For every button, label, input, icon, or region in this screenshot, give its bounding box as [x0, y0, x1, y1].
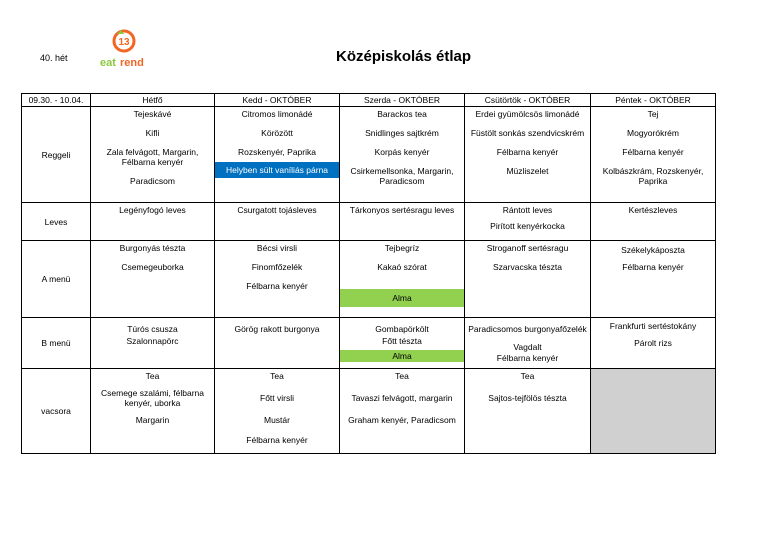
meal-label: vacsora — [22, 369, 91, 454]
date-range: 09.30. - 10.04. — [22, 94, 91, 107]
svg-text:13: 13 — [118, 37, 130, 48]
menu-item: Félbarna kenyér — [622, 147, 684, 157]
day-header: Kedd - OKTÓBER — [215, 94, 340, 107]
menu-item: Szalonnapörc — [126, 336, 179, 346]
menu-item: Frankfurti sertéstokány — [609, 321, 697, 331]
menu-cell — [465, 107, 591, 203]
menu-cell — [465, 318, 591, 369]
menu-item: Korpás kenyér — [374, 147, 430, 157]
empty-cell — [591, 369, 716, 454]
menu-item: Füstölt sonkás szendvicskrém — [470, 128, 585, 138]
menu-cell — [215, 369, 340, 454]
menu-cell — [591, 203, 716, 241]
menu-item: Tej — [647, 109, 659, 119]
menu-cell — [340, 107, 465, 203]
meal-label: A menü — [22, 241, 91, 318]
menu-item: Rozskenyér, Paprika — [238, 147, 316, 157]
menu-item: Legényfogó leves — [119, 205, 186, 215]
svg-text:eat: eat — [100, 57, 116, 69]
menu-item: Vagdalt — [513, 342, 542, 352]
menu-cell — [465, 369, 591, 454]
menu-item: Kifli — [145, 128, 160, 138]
eatrend-logo — [100, 28, 152, 70]
menu-item: Tea — [270, 371, 284, 381]
meal-label: B menü — [22, 318, 91, 369]
menu-item: Müzliszelet — [506, 166, 549, 176]
menu-cell — [215, 318, 340, 369]
menu-item: Finomfőzelék — [251, 262, 303, 272]
menu-item: Mogyorókrém — [627, 128, 679, 138]
menu-item: Erdei gyümölcsös limonádé — [475, 109, 580, 119]
menu-item: Tea — [520, 371, 535, 381]
menu-item: Kertészleves — [628, 205, 678, 215]
menu-item: Tejeskávé — [133, 109, 172, 119]
menu-item: Rántott leves — [502, 205, 553, 215]
menu-item: Csirkemellsonka, Margarin, Paradicsom — [350, 166, 454, 186]
menu-cell — [215, 241, 340, 318]
menu-item: Tárkonyos sertésragu leves — [349, 205, 455, 215]
menu-cell — [340, 203, 465, 241]
menu-item: Félbarna kenyér — [246, 281, 308, 291]
menu-cell — [91, 241, 215, 318]
menu-item: Párolt rizs — [634, 338, 672, 348]
menu-item: Túrós csusza — [127, 324, 178, 334]
menu-item: Görög rakott burgonya — [234, 324, 320, 334]
menu-cell — [340, 369, 465, 454]
menu-item: Félbarna kenyér — [622, 262, 684, 272]
header-row — [22, 94, 716, 107]
menu-item: Gombapörkölt — [375, 324, 429, 334]
menu-cell — [215, 107, 340, 203]
menu-cell — [91, 369, 215, 454]
svg-text:rend: rend — [120, 57, 144, 69]
menu-cell — [465, 241, 591, 318]
menu-item: Burgonyás tészta — [119, 243, 186, 253]
meal-row-vacsora — [22, 369, 716, 454]
menu-item: Csemegeuborka — [121, 262, 184, 272]
menu-item-highlighted: Alma — [340, 350, 464, 362]
menu-item: Paradicsomos burgonyafőzelék — [468, 324, 587, 334]
menu-cell — [340, 241, 465, 318]
menu-item: Tea — [145, 371, 160, 381]
menu-item: Főtt virsli — [260, 393, 294, 403]
meal-row-b-menu — [22, 318, 716, 369]
menu-item: Barackos tea — [377, 109, 427, 119]
menu-cell — [91, 203, 215, 241]
menu-item: Bécsi virsli — [256, 243, 298, 253]
menu-item: Sajtos-tejfölös tészta — [488, 393, 567, 403]
day-header: Csütörtök - OKTÓBER — [465, 94, 591, 107]
day-header: Szerda - OKTÓBER — [340, 94, 465, 107]
meal-row-leves — [22, 203, 716, 241]
menu-item: Főtt tészta — [382, 336, 422, 346]
menu-item: Kakaó szórat — [377, 262, 427, 272]
menu-item: Citromos limonádé — [241, 109, 313, 119]
menu-item: Félbarna kenyér — [246, 435, 308, 445]
day-header: Péntek - OKTÓBER — [591, 94, 716, 107]
menu-cell — [591, 107, 716, 203]
menu-table — [21, 93, 716, 454]
menu-item: Graham kenyér, Paradicsom — [348, 415, 456, 425]
menu-cell — [91, 318, 215, 369]
menu-cell — [591, 241, 716, 318]
meal-row-reggeli — [22, 107, 716, 203]
menu-item: Székelykáposzta — [621, 245, 685, 255]
menu-item: Kolbászkrám, Rozskenyér, Paprika — [602, 166, 704, 186]
menu-item: Tavaszi felvágott, margarin — [351, 393, 453, 403]
menu-item: Tejbegríz — [384, 243, 420, 253]
page-title: Középiskolás étlap — [336, 48, 472, 65]
meal-label: Reggeli — [22, 107, 91, 203]
menu-cell — [215, 203, 340, 241]
menu-cell — [91, 107, 215, 203]
menu-item: Margarin — [135, 415, 170, 425]
menu-item: Paradicsom — [130, 176, 175, 186]
menu-item: Félbarna kenyér — [496, 353, 559, 363]
meal-row-a-menu — [22, 241, 716, 318]
menu-item: Csemege szalámi, félbarna kenyér, uborka — [101, 388, 204, 408]
menu-item-highlighted: Alma — [340, 289, 464, 307]
menu-item: Félbarna kenyér — [496, 147, 559, 157]
menu-cell — [340, 318, 465, 369]
menu-item: Mustár — [264, 415, 290, 425]
menu-item: Stroganoff sertésragu — [486, 243, 569, 253]
menu-item-highlighted: Helyben sült vaníliás párna — [215, 162, 339, 178]
day-header: Hétfő — [91, 94, 215, 107]
meal-label: Leves — [22, 203, 91, 241]
menu-cell — [465, 203, 591, 241]
menu-item: Tea — [395, 371, 409, 381]
week-label: 40. hét — [40, 53, 68, 63]
menu-item: Pirított kenyérkocka — [490, 221, 565, 231]
menu-cell — [591, 318, 716, 369]
menu-item: Zala felvágott, Margarin, Félbarna kenyér — [106, 147, 199, 167]
menu-item: Körözött — [261, 128, 293, 138]
menu-item: Szarvacska tészta — [493, 262, 562, 272]
menu-item: Csurgatott tojásleves — [237, 205, 317, 215]
menu-item: Snidlinges sajtkrém — [365, 128, 439, 138]
